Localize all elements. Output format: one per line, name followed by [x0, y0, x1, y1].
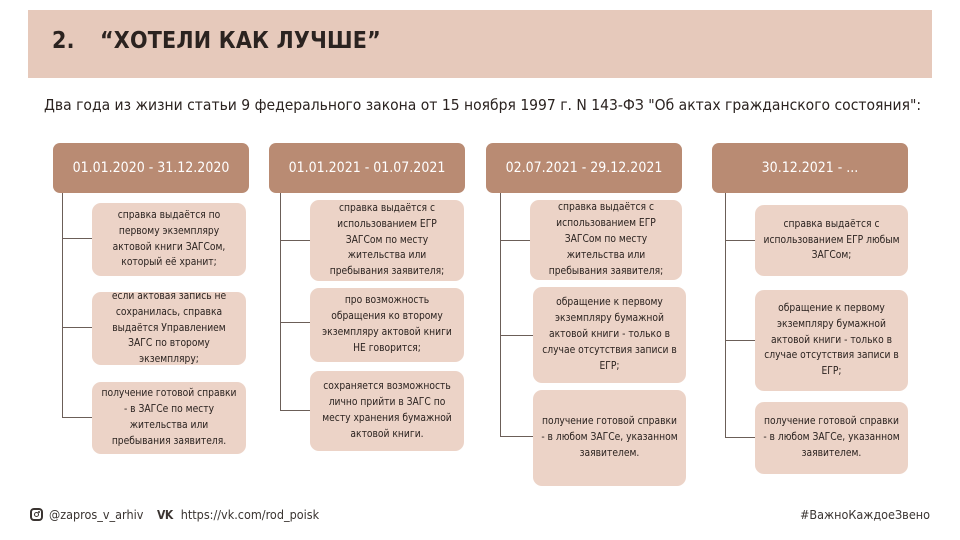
- connector-4-2: [725, 340, 755, 341]
- period-header-4: 30.12.2021 - ...: [712, 143, 908, 193]
- instagram-icon: [30, 508, 43, 521]
- item-box-3-1: справка выдаётся с использованием ЕГР ЗАГСом по месту жительства или пребывания заявителя;: [530, 200, 682, 280]
- footer-hashtag: [800, 507, 930, 522]
- connector-2: [280, 193, 281, 411]
- connector-4-1: [725, 240, 755, 241]
- vk-link[interactable]: https://vk.com/rod_poisk: [180, 507, 320, 522]
- vk-icon: VK: [157, 507, 173, 522]
- section-title: “ХОТЕЛИ КАК ЛУЧШЕ”: [100, 28, 381, 54]
- item-box-2-1: справка выдаётся с использованием ЕГР ЗАГСом по месту жительства или пребывания заявителя;: [310, 200, 464, 281]
- item-box-3-3: получение готовой справки - в любом ЗАГСе, указанном заявителем.: [533, 390, 686, 486]
- connector-4: [725, 193, 726, 438]
- subtitle: Два года из жизни статьи 9 федерального закона от 15 ноября 1997 г. N 143-ФЗ "Об актах гражданского состояния":: [44, 96, 922, 114]
- connector-2-3: [280, 410, 310, 411]
- connector-2-2: [280, 322, 310, 323]
- connector-1-1: [62, 238, 92, 239]
- item-box-1-3: получение готовой справки - в ЗАГСе по месту жительства или пребывания заявителя.: [92, 382, 246, 454]
- connector-1: [62, 193, 63, 418]
- item-box-1-2: если актовая запись не сохранилась, справка выдаётся Управлением ЗАГС по второму экземпляру;: [92, 292, 246, 365]
- item-box-2-3: сохраняется возможность лично прийти в ЗАГС по месту хранения бумажной актовой книги.: [310, 371, 464, 451]
- connector-3-3: [500, 436, 533, 437]
- item-box-4-1: справка выдаётся с использованием ЕГР любым ЗАГСом;: [755, 205, 908, 276]
- footer-instagram[interactable]: [30, 507, 143, 522]
- period-header-1: 01.01.2020 - 31.12.2020: [53, 143, 249, 193]
- connector-4-3: [725, 437, 755, 438]
- item-box-4-3: получение готовой справки - в любом ЗАГСе, указанном заявителем.: [755, 402, 908, 474]
- period-header-2: 01.01.2021 - 01.07.2021: [269, 143, 465, 193]
- footer-vk[interactable]: [157, 507, 319, 522]
- connector-3-2: [500, 335, 533, 336]
- connector-3-1: [500, 240, 530, 241]
- instagram-handle[interactable]: @zapros_v_arhiv: [49, 507, 144, 522]
- period-header-3: 02.07.2021 - 29.12.2021: [486, 143, 682, 193]
- item-box-3-2: обращение к первому экземпляру бумажной актовой книги - только в случае отсутствия записи в ЕГР;: [533, 287, 686, 383]
- item-box-1-1: справка выдаётся по первому экземпляру актовой книги ЗАГСом, который её хранит;: [92, 203, 246, 276]
- connector-1-2: [62, 327, 92, 328]
- connector-2-1: [280, 240, 310, 241]
- item-box-2-2: про возможность обращения ко второму экземпляру актовой книги НЕ говорится;: [310, 288, 464, 362]
- hashtag: #ВажноКаждоеЗвено: [800, 507, 930, 522]
- connector-1-3: [62, 417, 92, 418]
- connector-3: [500, 193, 501, 437]
- item-box-4-2: обращение к первому экземпляру бумажной актовой книги - только в случае отсутствия записи в ЕГР;: [755, 290, 908, 391]
- section-number: 2.: [52, 28, 75, 54]
- page-title: [52, 28, 381, 54]
